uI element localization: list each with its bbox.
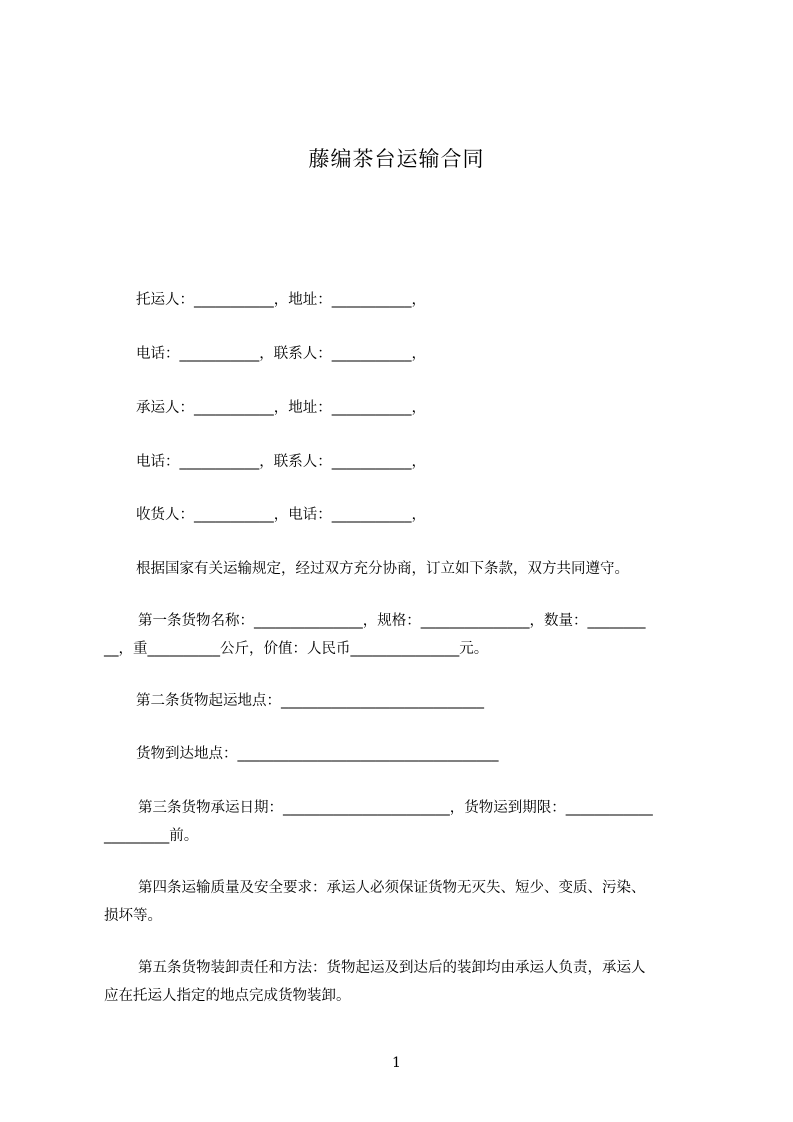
clause-1-line-1: 第一条货物名称：_______________，规格：_______________，数量：________ [138, 613, 646, 629]
clause-1-line-2: __，重__________公斤，价值：人民币_______________元。 [104, 641, 489, 657]
clause-2-destination: 货物到达地点：____________________________________ [136, 746, 499, 762]
clause-3-line-1: 第三条货物承运日期：_______________________，货物运到期限：____________ [138, 800, 653, 816]
clause-5-line-2: 应在托运人指定的地点完成货物装卸。 [104, 988, 351, 1004]
clause-4 [104, 874, 702, 930]
clause-4-line-2: 损坏等。 [104, 908, 162, 924]
page-number: 1 [392, 1055, 401, 1071]
consignee-line: 收货人：___________，电话：___________， [136, 507, 426, 523]
clause-4-line-1: 第四条运输质量及安全要求：承运人必须保证货物无灭失、短少、变质、污染、 [138, 880, 646, 896]
document-title: 藤编茶台运输合同 [308, 147, 485, 171]
clause-2-origin: 第二条货物起运地点：____________________________ [136, 693, 484, 709]
clause-3-line-2: _________前。 [104, 828, 199, 844]
clause-5 [104, 954, 702, 1010]
clause-3 [104, 794, 702, 850]
clause-1 [104, 607, 702, 663]
clause-5-line-1: 第五条货物装卸责任和方法：货物起运及到达后的装卸均由承运人负责，承运人 [138, 960, 646, 976]
intro-paragraph: 根据国家有关运输规定，经过双方充分协商，订立如下条款，双方共同遵守。 [136, 561, 629, 577]
shipper-line: 托运人：___________，地址：___________， [136, 292, 426, 308]
carrier-phone-line: 电话：___________，联系人：___________， [136, 454, 426, 470]
shipper-phone-line: 电话：___________，联系人：___________， [136, 346, 426, 362]
carrier-line: 承运人：___________，地址：___________， [136, 400, 426, 416]
